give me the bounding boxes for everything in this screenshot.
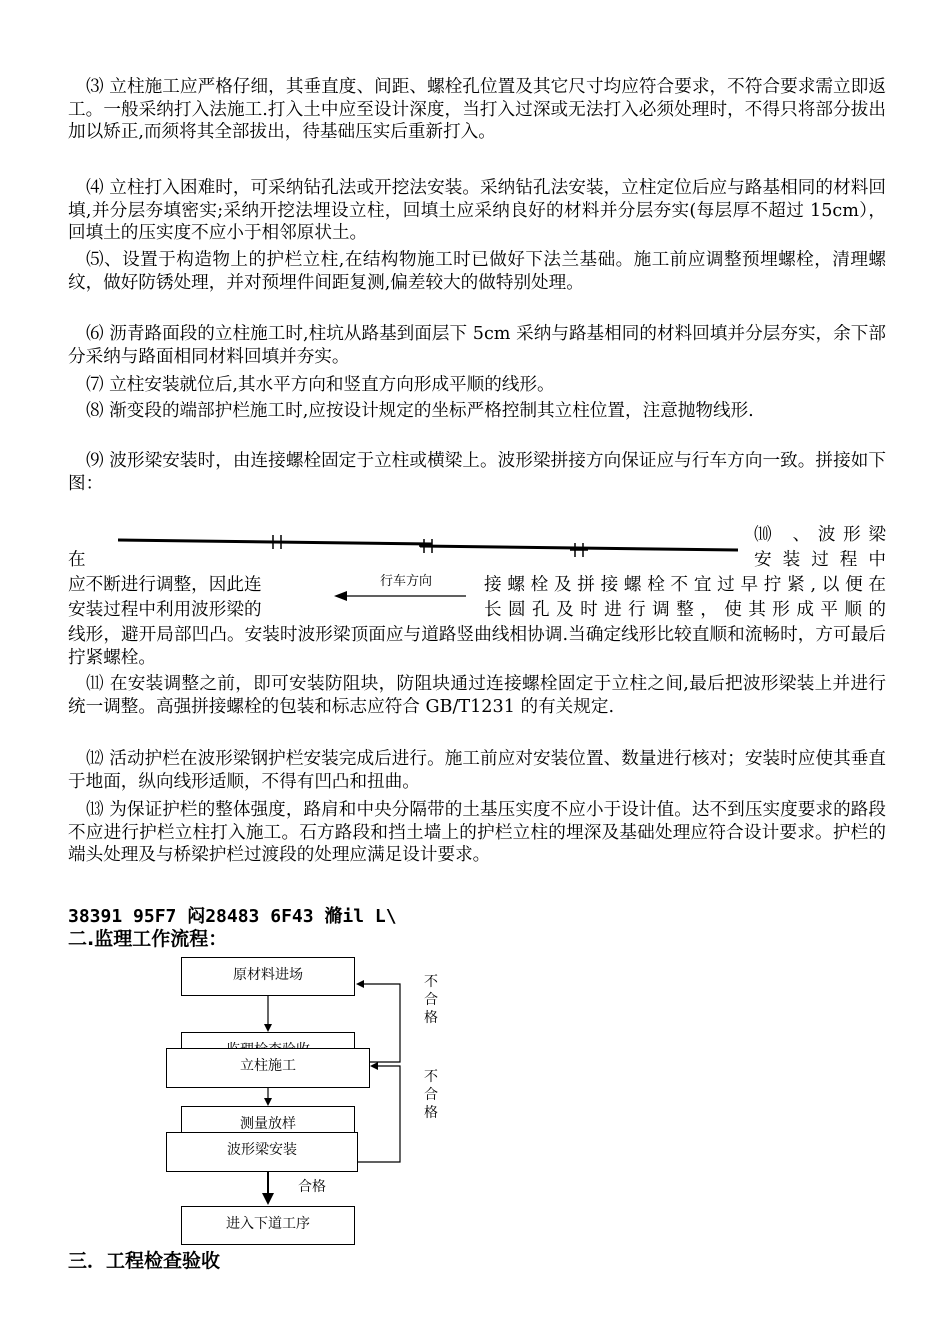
paragraph-12: ⑿ 活动护栏在波形梁钢护栏安装完成后进行。施工前应对安装位置、数量进行核对；安装时应使其垂直于地面，纵向线形适顺，不得有凹凸和扭曲。 — [68, 749, 886, 792]
paragraph-5: ⑸、设置于构造物上的护栏立柱,在结构物施工时已做好下法兰基础。施工前应调整预埋螺栓，清理螺纹，做好防锈处理，并对预埋件间距复测,偏差较大的做特别处理。 — [68, 250, 886, 293]
paragraph-10-part-f: 安装过程中利用波形梁的 — [68, 600, 262, 620]
splice-mark-1 — [268, 535, 286, 549]
pass-label: 合格 — [298, 1179, 326, 1195]
paragraph-4: ⑷ 立柱打入困难时，可采纳钻孔法或开挖法安装。采纳钻孔法安装，立柱定位后应与路基相同的材料回填,并分层夯填密实;采纳开挖法埋设立柱，回填土应采纳良好的材料并分层夯实(每层厚不超过 15cm），回填土的压实度不应小于相邻原状土。 — [68, 178, 886, 244]
paragraph-8: ⑻ 渐变段的端部护栏施工时,应按设计规定的坐标严格控制其立柱位置，注意抛物线形. — [86, 401, 754, 421]
paragraph-10-part-d: 应不断进行调整，因此连 — [68, 575, 262, 595]
paragraph-10-part-c: 在 — [68, 550, 86, 570]
paragraph-11: ⑾ 在安装调整之前，即可安装防阻块，防阻块通过连接螺栓固定于立柱之间,最后把波形梁装上并进行统一调整。高强拼接螺栓的包装和标志应符合 GB/T1231 的有关规定. — [68, 674, 886, 717]
direction-arrow-head — [334, 591, 347, 601]
travel-direction-label: 行车方向 — [380, 574, 433, 589]
flow-box-raw-material: 原材料进场 — [181, 957, 355, 996]
splice-mark-2 — [419, 539, 437, 553]
paragraph-13: ⒀ 为保证护栏的整体强度，路肩和中央分隔带的土基压实度不应小于设计值。达不到压实度要求的路段不应进行护栏立柱打入施工。石方路段和挡土墙上的护栏立柱的埋深及基础处理应符合设计要求。护栏的端头处理及与桥梁护栏过渡段的处理应满足设计要求。 — [68, 800, 886, 866]
paragraph-10-part-a: ⑽ 、波形梁 — [754, 525, 886, 545]
paragraph-10-rest: 线形，避开局部凹凸。安装时波形梁顶面应与道路竖曲线相协调.当确定线形比较直顺和流畅时，方可最后拧紧螺栓。 — [68, 625, 886, 668]
reject-label-1: 不合格 — [424, 974, 438, 1026]
garbled-text-line: 38391 95F7 闷28483 6F43 滫il L\ — [68, 906, 397, 927]
section-2-title: 二.监理工作流程： — [68, 928, 228, 950]
paragraph-7: ⑺ 立柱安装就位后,其水平方向和竖直方向形成平顺的线形。 — [86, 375, 555, 395]
beam-segment-2 — [420, 546, 738, 550]
paragraph-10-part-e: 接螺栓及拼接螺栓不宜过早拧紧,以便在 — [484, 575, 886, 595]
splice-mark-3 — [570, 543, 588, 557]
flow-box-next-step: 进入下道工序 — [181, 1206, 355, 1245]
paragraph-10-part-b: 安装过程中 — [754, 550, 886, 570]
paragraph-3: ⑶ 立柱施工应严格仔细，其垂直度、间距、螺栓孔位置及其它尺寸均应符合要求，不符合要求需立即返工。一般采纳打入法施工.打入土中应至设计深度，当打入过深或无法打入必须处理时，不得只将部分拔出加以矫正,而须将其全部拔出，待基础压实后重新打入。 — [68, 77, 886, 143]
flow-box-post-construction: 立柱施工 — [166, 1048, 370, 1088]
paragraph-10-part-g: 长圆孔及时进行调整，使其形成平顺的 — [484, 600, 886, 620]
paragraph-9: ⑼ 波形梁安装时，由连接螺栓固定于立柱或横梁上。波形梁拼接方向保证应与行车方向一致。拼接如下图： — [68, 451, 886, 494]
section-3-title: 三．工程检查验收 — [68, 1250, 221, 1272]
flow-box-survey: 测量放样 — [181, 1106, 355, 1136]
reject-label-2: 不合格 — [424, 1069, 438, 1121]
paragraph-6: ⑹ 沥青路面段的立柱施工时,柱坑从路基到面层下 5cm 采纳与路基相同的材料回填并分层夯实，余下部分采纳与路面相同材料回填并夯实。 — [68, 324, 886, 367]
beam-segment-1 — [118, 540, 432, 544]
flow-box-beam-install: 波形梁安装 — [166, 1132, 358, 1172]
